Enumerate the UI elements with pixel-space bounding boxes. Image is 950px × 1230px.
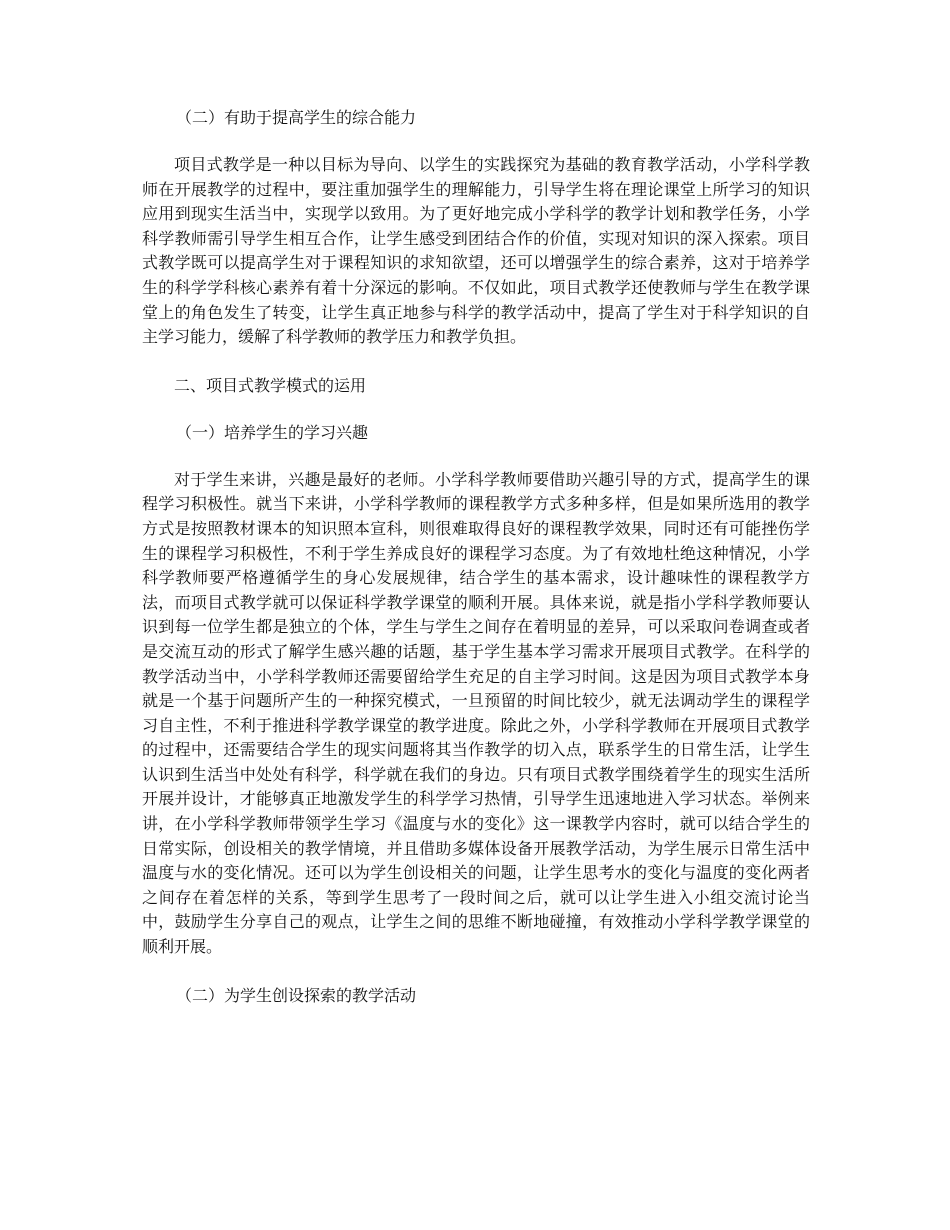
section-heading-exploration: （二）为学生创设探索的教学活动: [176, 985, 417, 1005]
section-heading-interest: （一）培养学生的学习兴趣: [176, 422, 369, 442]
chapter-heading-application: 二、项目式教学模式的运用: [174, 375, 367, 395]
document-body: [142, 104, 810, 1010]
paragraph-cultivate-interest: 对于学生来讲，兴趣是最好的老师。小学科学教师要借助兴趣引导的方式，提高学生的课程学习积极性。就当下来讲，小学科学教师的课程教学方式多种多样，但是如果所选用的教学方式是按照教材课本的知识照本宣科，则很难取得良好的课程教学效果，同时还有可能挫伤学生的课程学习积极性，不利于学生养成良好的课程学习态度。为了有效地杜绝这种情况，小学科学教师要严格遵循学生的身心发展规律，结合学生的基本需求，设计趣味性的课程教学方法，而项目式教学就可以保证科学教学课堂的顺利开展。具体来说，就是指小学科学教师要认识到每一位学生都是独立的个体，学生与学生之间存在着明显的差异，可以采取问卷调查或者是交流互动的形式了解学生感兴趣的话题，基于学生基本学习需求开展项目式教学。在科学的教学活动当中，小学科学教师还需要留给学生充足的自主学习时间。这是因为项目式教学本身就是一个基于问题所产生的一种探究模式，一旦预留的时间比较少，就无法调动学生的课程学习自主性，不利于推进科学教学课堂的教学进度。除此之外，小学科学教师在开展项目式教学的过程中，还需要结合学生的现实问题将其当作教学的切入点，联系学生的日常生活，让学生认识到生活当中处处有科学，科学就在我们的身边。只有项目式教学围绕着学生的现实生活所开展并设计，才能够真正地激发学生的科学学习热情，引导学生迅速地进入学习状态。举例来讲，在小学科学教师带领学生学习《温度与水的变化》这一课教学内容时，就可以结合学生的日常实际，创设相关的教学情境，并且借助多媒体设备开展教学活动，为学生展示日常生活中温度与水的变化情况。还可以为学生创设相关的问题，让学生思考水的变化与温度的变化两者之间存在着怎样的关系，等到学生思考了一段时间之后，就可以让学生进入小组交流讨论当中，鼓励学生分享自己的观点，让学生之间的思维不断地碰撞，有效推动小学科学教学课堂的顺利开展。: [142, 469, 810, 957]
section-heading-benefits: （二）有助于提高学生的综合能力: [176, 108, 417, 127]
paragraph-project-teaching-benefits: 项目式教学是一种以目标为导向、以学生的实践探究为基础的教育教学活动，小学科学教师在开展教学的过程中，要注重加强学生的理解能力，引导学生将在理论课堂上所学习的知识应用到现实生活当中，实现学以致用。为了更好地完成小学科学的教学计划和教学任务，小学科学教师需引导学生相互合作，让学生感受到团结合作的价值，实现对知识的深入探索。项目式教学既可以提高学生对于课程知识的求知欲望，还可以增强学生的综合素养，这对于培养学生的科学学科核心素养有着十分深远的影响。不仅如此，项目式教学还使教师与学生在教学课堂上的角色发生了转变，让学生真正地参与科学的教学活动中，提高了学生对于科学知识的自主学习能力，缓解了科学教师的教学压力和教学负担。: [142, 155, 810, 347]
